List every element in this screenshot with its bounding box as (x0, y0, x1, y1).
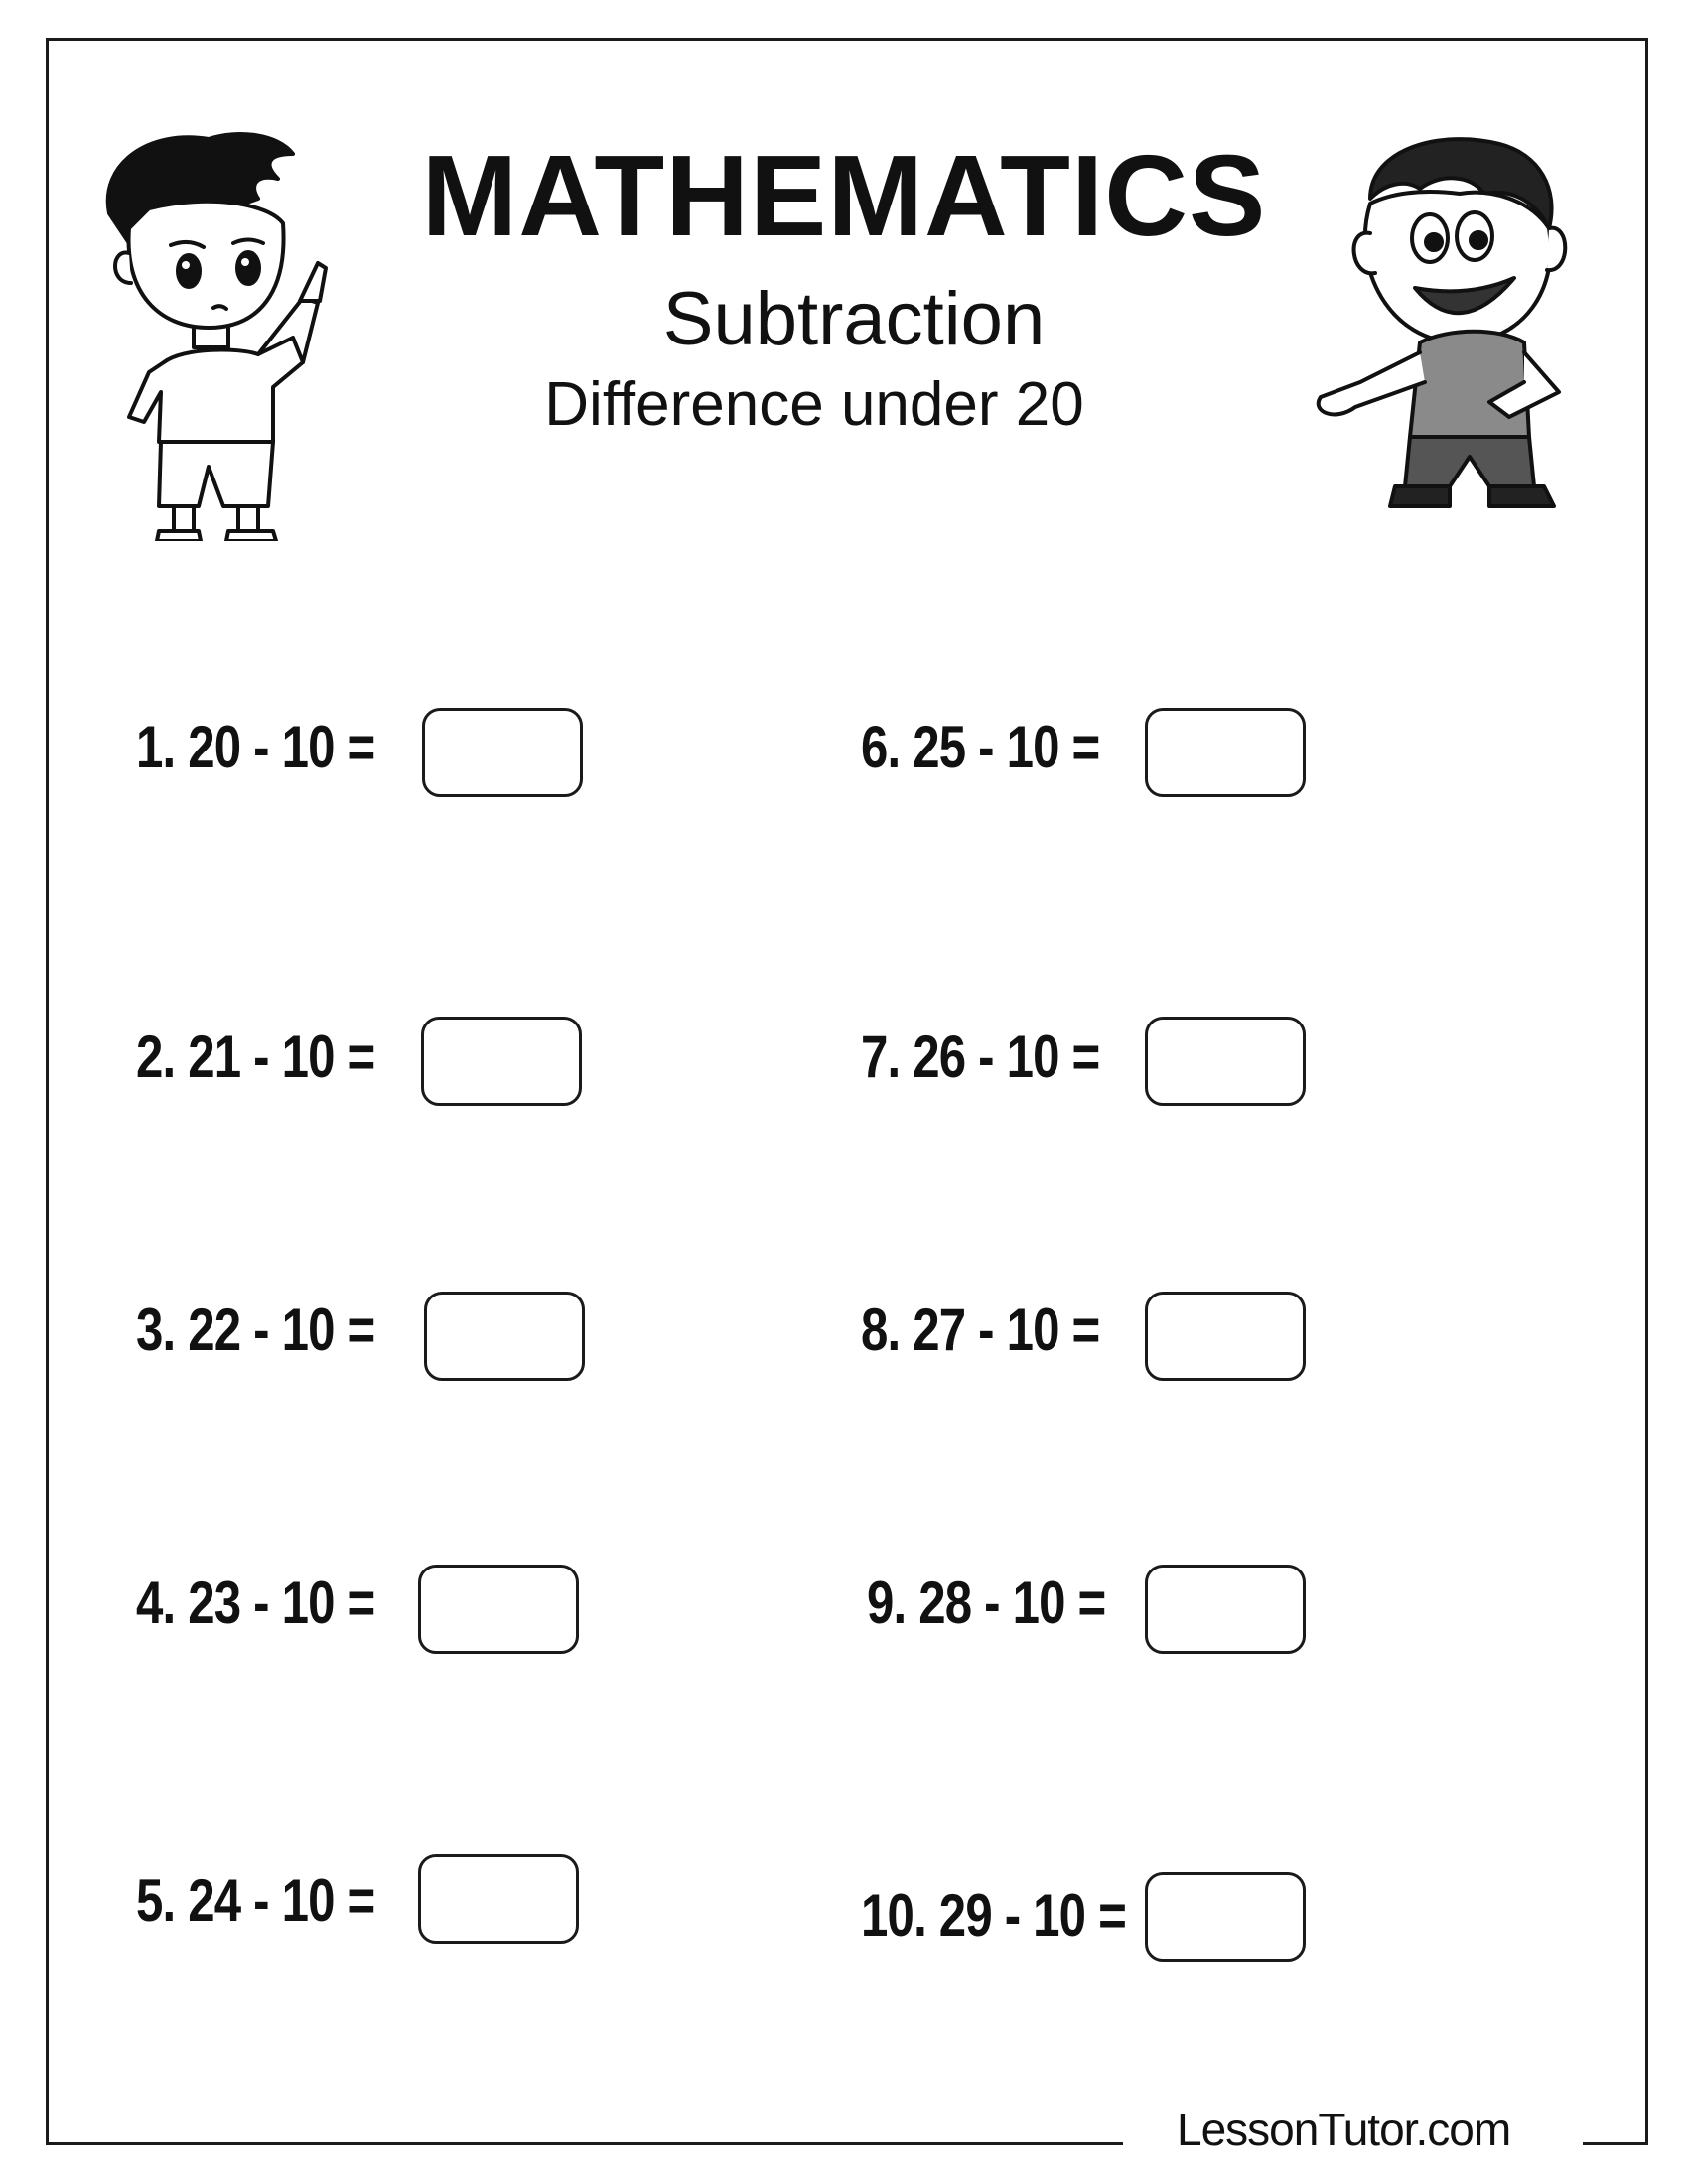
answer-box-6[interactable] (1145, 708, 1306, 797)
answer-box-2[interactable] (421, 1017, 582, 1106)
problem-label: 3. 22 - 10 = (136, 1297, 375, 1363)
answer-box-4[interactable] (418, 1565, 579, 1654)
problem-6 (861, 713, 1152, 781)
problem-7 (861, 1023, 1152, 1091)
problem-label: 1. 20 - 10 = (136, 714, 375, 780)
page-border-bottom-left (46, 2142, 1123, 2145)
problem-8 (861, 1296, 1152, 1364)
problem-3 (136, 1296, 427, 1364)
problem-label: 4. 23 - 10 = (136, 1570, 375, 1636)
answer-box-8[interactable] (1145, 1292, 1306, 1381)
page-subtitle-detail: Difference under 20 (544, 370, 1084, 439)
problem-4 (136, 1569, 427, 1637)
problem-10 (861, 1881, 1185, 1950)
page-title: MATHEMATICS (421, 131, 1267, 260)
page-border-bottom-right (1583, 2142, 1645, 2145)
problem-label: 9. 28 - 10 = (867, 1570, 1106, 1636)
answer-box-7[interactable] (1145, 1017, 1306, 1106)
answer-box-1[interactable] (422, 708, 583, 797)
problem-label: 6. 25 - 10 = (861, 714, 1100, 780)
problem-label: 5. 24 - 10 = (136, 1867, 375, 1934)
problem-5 (136, 1866, 427, 1935)
page-subtitle: Subtraction (662, 277, 1046, 361)
problem-label: 10. 29 - 10 = (861, 1882, 1126, 1949)
problem-label: 2. 21 - 10 = (136, 1024, 375, 1090)
answer-box-3[interactable] (424, 1292, 585, 1381)
problem-9 (867, 1569, 1158, 1637)
answer-box-10[interactable] (1145, 1872, 1306, 1962)
problem-label: 8. 27 - 10 = (861, 1297, 1100, 1363)
footer-site: LessonTutor.com (1177, 2104, 1511, 2155)
problem-1 (136, 713, 427, 781)
problem-2 (136, 1023, 427, 1091)
problem-label: 7. 26 - 10 = (861, 1024, 1100, 1090)
answer-box-5[interactable] (418, 1854, 579, 1944)
answer-box-9[interactable] (1145, 1565, 1306, 1654)
